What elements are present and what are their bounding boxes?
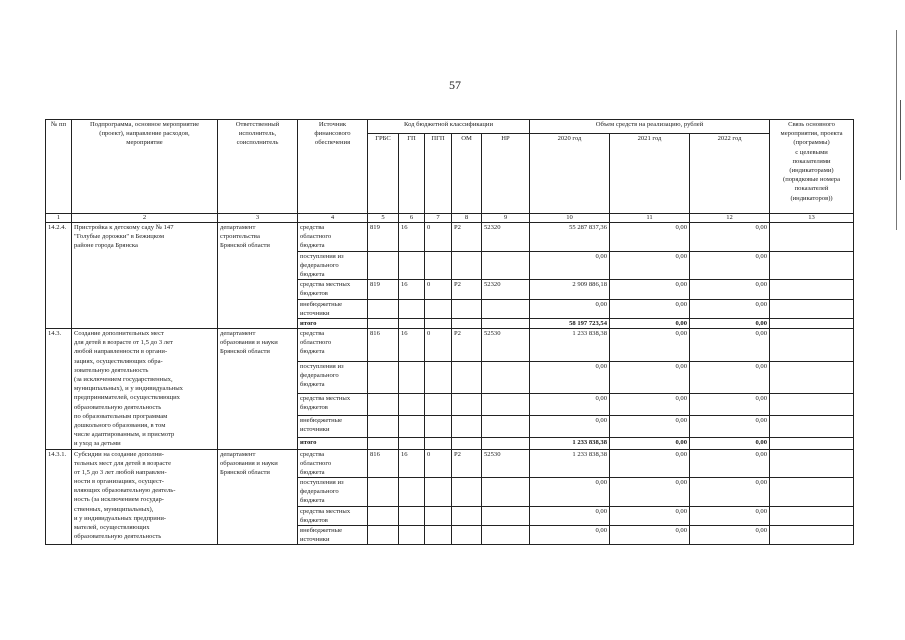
text-line: бюджета <box>300 348 325 356</box>
text-line: муниципальных), и у индивидуальных <box>74 385 183 393</box>
text-line: зовательную деятельность <box>74 366 149 374</box>
budget-code-pgp <box>425 299 452 318</box>
table-row <box>46 329 854 361</box>
indicator-link <box>770 251 854 280</box>
text-line: областного <box>300 233 332 241</box>
text-line: поступления из <box>300 252 344 260</box>
budget-code-om <box>452 318 482 328</box>
budget-code-om: Р2 <box>452 449 482 478</box>
text-line: числе адаптированным, и присмотр <box>74 431 175 439</box>
header-volume: Объем средств на реализацию, рублей <box>530 120 770 134</box>
funding-source <box>298 251 368 280</box>
amount-y2022: 0,00 <box>690 361 770 393</box>
amount-y2021: 0,00 <box>610 251 690 280</box>
budget-code-om: Р2 <box>452 329 482 361</box>
budget-code-pgp: 0 <box>425 449 452 478</box>
col-number: 1 <box>46 214 72 223</box>
indicator-link <box>770 526 854 545</box>
scan-edge-line <box>896 30 897 230</box>
col-number: 11 <box>610 214 690 223</box>
budget-code-grbs <box>368 361 399 393</box>
budget-code-grbs <box>368 299 399 318</box>
text-line: внебюджетные <box>300 416 343 424</box>
amount-y2020: 0,00 <box>530 415 610 437</box>
text-line: дошкольного образования, в том <box>74 421 166 429</box>
amount-y2022: 0,00 <box>690 280 770 299</box>
col-number: 3 <box>218 214 298 223</box>
budget-code-pgp: 0 <box>425 329 452 361</box>
col-number: 12 <box>690 214 770 223</box>
measure-name <box>72 329 218 449</box>
amount-y2022: 0,00 <box>690 318 770 328</box>
table-row <box>46 449 854 478</box>
amount-y2021: 0,00 <box>610 318 690 328</box>
text-line: предпринимателей, осуществляющих <box>74 394 180 402</box>
budget-code-grbs: 816 <box>368 329 399 361</box>
text-line: Брянской области <box>220 242 270 250</box>
budget-code-om <box>452 393 482 415</box>
header-om: ОМ <box>452 134 482 214</box>
text-line: Брянской области <box>220 468 270 476</box>
text-line: департамент <box>220 224 256 231</box>
budget-code-gp <box>399 437 425 449</box>
text-line: зациях, осуществляющих обра- <box>74 357 163 365</box>
budget-code-pgp <box>425 506 452 525</box>
amount-y2020: 1 233 838,38 <box>530 329 610 361</box>
col-number: 4 <box>298 214 368 223</box>
text-line: образования и науки <box>220 459 278 467</box>
budget-code-gp: 16 <box>399 280 425 299</box>
text-line: областного <box>300 459 332 467</box>
budget-code-nr <box>482 361 530 393</box>
text-line: источники <box>300 309 330 317</box>
amount-y2020: 0,00 <box>530 526 610 545</box>
funding-source <box>298 299 368 318</box>
text-line: средства местных <box>300 394 351 402</box>
funding-source <box>298 415 368 437</box>
header-link: Связь основного мероприятия, проекта (программы) с целевыми показателями (индикаторами) (порядковые номера показателей (индикаторов)) <box>770 120 854 214</box>
budget-code-om <box>452 506 482 525</box>
amount-y2022: 0,00 <box>690 437 770 449</box>
text-line: "Голубые дорожки" в Бежицком <box>74 233 165 241</box>
col-number: 9 <box>482 214 530 223</box>
funding-source <box>298 526 368 545</box>
amount-y2020: 0,00 <box>530 506 610 525</box>
row-number: 14.3.1. <box>46 449 72 545</box>
text-line: тельных мест для детей в возрасте <box>74 459 172 467</box>
indicator-link <box>770 329 854 361</box>
indicator-link <box>770 361 854 393</box>
amount-y2021: 0,00 <box>610 415 690 437</box>
budget-code-nr <box>482 251 530 280</box>
column-number-row <box>46 214 854 223</box>
text-line: поступления из <box>300 362 344 370</box>
table-row <box>46 223 854 252</box>
text-line: бюджета <box>300 242 325 250</box>
amount-y2022: 0,00 <box>690 415 770 437</box>
budget-code-om <box>452 361 482 393</box>
text-line: средства <box>300 224 325 231</box>
amount-y2020: 0,00 <box>530 251 610 280</box>
budget-code-om: Р2 <box>452 223 482 252</box>
header-2020: 2020 год <box>530 134 610 214</box>
text-line: федерального <box>300 371 339 379</box>
budget-code-om <box>452 415 482 437</box>
text-line: департамент <box>220 330 256 338</box>
text-line: для детей в возрасте от 1,5 до 3 лет <box>74 339 173 347</box>
funding-source: итого <box>298 318 368 328</box>
text-line: департамент <box>220 450 256 458</box>
budget-code-om <box>452 251 482 280</box>
indicator-link <box>770 393 854 415</box>
budget-code-grbs <box>368 478 399 507</box>
budget-code-grbs <box>368 526 399 545</box>
text-line: внебюджетные <box>300 527 343 535</box>
scan-edge-line <box>900 100 901 180</box>
text-line: областного <box>300 339 332 347</box>
text-line: федерального <box>300 261 339 269</box>
budget-code-pgp <box>425 393 452 415</box>
budget-code-gp <box>399 478 425 507</box>
funding-source <box>298 393 368 415</box>
amount-y2021: 0,00 <box>610 329 690 361</box>
text-line: федерального <box>300 488 339 496</box>
funding-source <box>298 506 368 525</box>
budget-code-om <box>452 437 482 449</box>
text-line: по образовательным программам <box>74 412 168 420</box>
funding-source <box>298 449 368 478</box>
budget-code-om: Р2 <box>452 280 482 299</box>
amount-y2021: 0,00 <box>610 478 690 507</box>
text-line: средства <box>300 330 325 338</box>
header-executor: Ответственный исполнитель, соисполнитель <box>218 120 298 214</box>
indicator-link <box>770 280 854 299</box>
amount-y2020: 55 287 837,36 <box>530 223 610 252</box>
budget-code-nr: 52320 <box>482 280 530 299</box>
budget-code-grbs <box>368 251 399 280</box>
amount-y2021: 0,00 <box>610 526 690 545</box>
funding-source <box>298 329 368 361</box>
budget-code-pgp <box>425 437 452 449</box>
indicator-link <box>770 415 854 437</box>
header-nr: НР <box>482 134 530 214</box>
amount-y2021: 0,00 <box>610 223 690 252</box>
funding-source <box>298 478 368 507</box>
text-line: бюджета <box>300 380 325 388</box>
amount-y2021: 0,00 <box>610 299 690 318</box>
budget-code-pgp: 0 <box>425 280 452 299</box>
text-line: вляющих образовательную деятель- <box>74 487 176 495</box>
budget-code-gp <box>399 361 425 393</box>
text-line: строительства <box>220 233 260 241</box>
budget-code-pgp <box>425 478 452 507</box>
amount-y2020: 0,00 <box>530 478 610 507</box>
amount-y2021: 0,00 <box>610 449 690 478</box>
budget-code-nr: 52530 <box>482 449 530 478</box>
indicator-link <box>770 449 854 478</box>
budget-code-gp <box>399 251 425 280</box>
text-line: средства <box>300 450 325 458</box>
measure-name <box>72 449 218 545</box>
text-line: Брянской области <box>220 348 270 356</box>
budget-code-om <box>452 526 482 545</box>
amount-y2022: 0,00 <box>690 449 770 478</box>
text-line: бюджетов <box>300 516 328 524</box>
budget-code-nr <box>482 393 530 415</box>
budget-code-gp: 16 <box>399 223 425 252</box>
header-pgp: ПГП <box>425 134 452 214</box>
funding-source: итого <box>298 437 368 449</box>
budget-code-pgp: 0 <box>425 223 452 252</box>
text-line: источники <box>300 536 330 544</box>
funding-source <box>298 361 368 393</box>
text-line: образовательную деятельность <box>74 533 162 541</box>
budget-code-pgp <box>425 415 452 437</box>
header-grbs: ГРБС <box>368 134 399 214</box>
budget-code-gp <box>399 318 425 328</box>
amount-y2021: 0,00 <box>610 437 690 449</box>
amount-y2022: 0,00 <box>690 251 770 280</box>
amount-y2020: 1 233 838,38 <box>530 437 610 449</box>
budget-code-nr: 52530 <box>482 329 530 361</box>
text-line: мателей, осуществляющих <box>74 524 150 532</box>
amount-y2020: 0,00 <box>530 361 610 393</box>
col-number: 13 <box>770 214 854 223</box>
indicator-link <box>770 506 854 525</box>
text-line: бюджетов <box>300 290 328 298</box>
budget-table <box>45 119 854 545</box>
budget-code-nr <box>482 437 530 449</box>
budget-code-nr <box>482 506 530 525</box>
executor-name <box>218 329 298 449</box>
budget-code-gp <box>399 415 425 437</box>
row-number: 14.3. <box>46 329 72 449</box>
text-line: от 1,5 до 3 лет любой направлен- <box>74 468 167 476</box>
col-number: 7 <box>425 214 452 223</box>
amount-y2020: 2 909 886,18 <box>530 280 610 299</box>
col-number: 5 <box>368 214 399 223</box>
header-num: № пп <box>46 120 72 214</box>
amount-y2020: 1 233 838,38 <box>530 449 610 478</box>
header-budget-code: Код бюджетной классификации <box>368 120 530 134</box>
text-line: источники <box>300 426 330 434</box>
budget-code-nr <box>482 299 530 318</box>
indicator-link <box>770 223 854 252</box>
text-line: Пристройка к детскому саду № 147 <box>74 224 174 231</box>
budget-code-grbs <box>368 415 399 437</box>
amount-y2022: 0,00 <box>690 329 770 361</box>
text-line: и у индивидуальных предприни- <box>74 514 167 522</box>
budget-code-grbs <box>368 318 399 328</box>
text-line: образования и науки <box>220 339 278 347</box>
measure-name <box>72 223 218 329</box>
text-line: бюджета <box>300 270 325 278</box>
amount-y2021: 0,00 <box>610 280 690 299</box>
budget-code-gp <box>399 526 425 545</box>
header-program: Подпрограмма, основное мероприятие (проект), направление расходов, мероприятие <box>72 120 218 214</box>
amount-y2022: 0,00 <box>690 223 770 252</box>
amount-y2020: 0,00 <box>530 299 610 318</box>
indicator-link <box>770 318 854 328</box>
budget-code-nr: 52320 <box>482 223 530 252</box>
budget-code-nr <box>482 526 530 545</box>
budget-code-grbs: 816 <box>368 449 399 478</box>
budget-code-grbs: 819 <box>368 280 399 299</box>
text-line: любой направленности в органи- <box>74 348 168 356</box>
budget-code-gp: 16 <box>399 449 425 478</box>
budget-code-grbs <box>368 393 399 415</box>
amount-y2020: 0,00 <box>530 393 610 415</box>
budget-code-pgp <box>425 526 452 545</box>
amount-y2022: 0,00 <box>690 478 770 507</box>
indicator-link <box>770 437 854 449</box>
text-line: Субсидии на создание дополни- <box>74 450 164 458</box>
budget-code-grbs <box>368 506 399 525</box>
budget-code-nr <box>482 478 530 507</box>
budget-code-grbs <box>368 437 399 449</box>
page-number: 57 <box>449 78 461 92</box>
header-gp: ГП <box>399 134 425 214</box>
budget-code-om <box>452 299 482 318</box>
col-number: 10 <box>530 214 610 223</box>
text-line: ность (за исключением государ- <box>74 496 164 504</box>
header-source: Источник финансового обеспечения <box>298 120 368 214</box>
amount-y2021: 0,00 <box>610 506 690 525</box>
text-line: средства местных <box>300 281 351 289</box>
budget-code-pgp <box>425 318 452 328</box>
budget-code-gp <box>399 393 425 415</box>
text-line: образовательную деятельность <box>74 403 162 411</box>
indicator-link <box>770 478 854 507</box>
text-line: ности в организациях, осущест- <box>74 478 165 486</box>
text-line: бюджетов <box>300 404 328 412</box>
text-line: (за исключением государственных, <box>74 376 173 384</box>
executor-name <box>218 223 298 329</box>
row-number: 14.2.4. <box>46 223 72 329</box>
amount-y2021: 0,00 <box>610 393 690 415</box>
text-line: бюджета <box>300 468 325 476</box>
amount-y2022: 0,00 <box>690 393 770 415</box>
header-row <box>46 120 854 134</box>
budget-code-pgp <box>425 361 452 393</box>
budget-code-grbs: 819 <box>368 223 399 252</box>
text-line: Создание дополнительных мест <box>74 330 164 338</box>
budget-code-gp <box>399 506 425 525</box>
indicator-link <box>770 299 854 318</box>
col-number: 6 <box>399 214 425 223</box>
amount-y2022: 0,00 <box>690 506 770 525</box>
header-2022: 2022 год <box>690 134 770 214</box>
budget-code-gp <box>399 299 425 318</box>
budget-code-nr <box>482 415 530 437</box>
budget-code-pgp <box>425 251 452 280</box>
text-line: средства местных <box>300 507 351 515</box>
text-line: и уход за детьми <box>74 440 121 448</box>
header-2021: 2021 год <box>610 134 690 214</box>
text-line: бюджета <box>300 497 325 505</box>
text-line: поступления из <box>300 479 344 487</box>
text-line: внебюджетные <box>300 300 343 308</box>
funding-source <box>298 280 368 299</box>
col-number: 2 <box>72 214 218 223</box>
amount-y2022: 0,00 <box>690 299 770 318</box>
text-line: ственных, муниципальных), <box>74 505 154 513</box>
col-number: 8 <box>452 214 482 223</box>
budget-code-gp: 16 <box>399 329 425 361</box>
budget-code-nr <box>482 318 530 328</box>
amount-y2020: 58 197 723,54 <box>530 318 610 328</box>
executor-name <box>218 449 298 545</box>
text-line: районе города Брянска <box>74 242 138 250</box>
funding-source <box>298 223 368 252</box>
amount-y2022: 0,00 <box>690 526 770 545</box>
amount-y2021: 0,00 <box>610 361 690 393</box>
budget-code-om <box>452 478 482 507</box>
